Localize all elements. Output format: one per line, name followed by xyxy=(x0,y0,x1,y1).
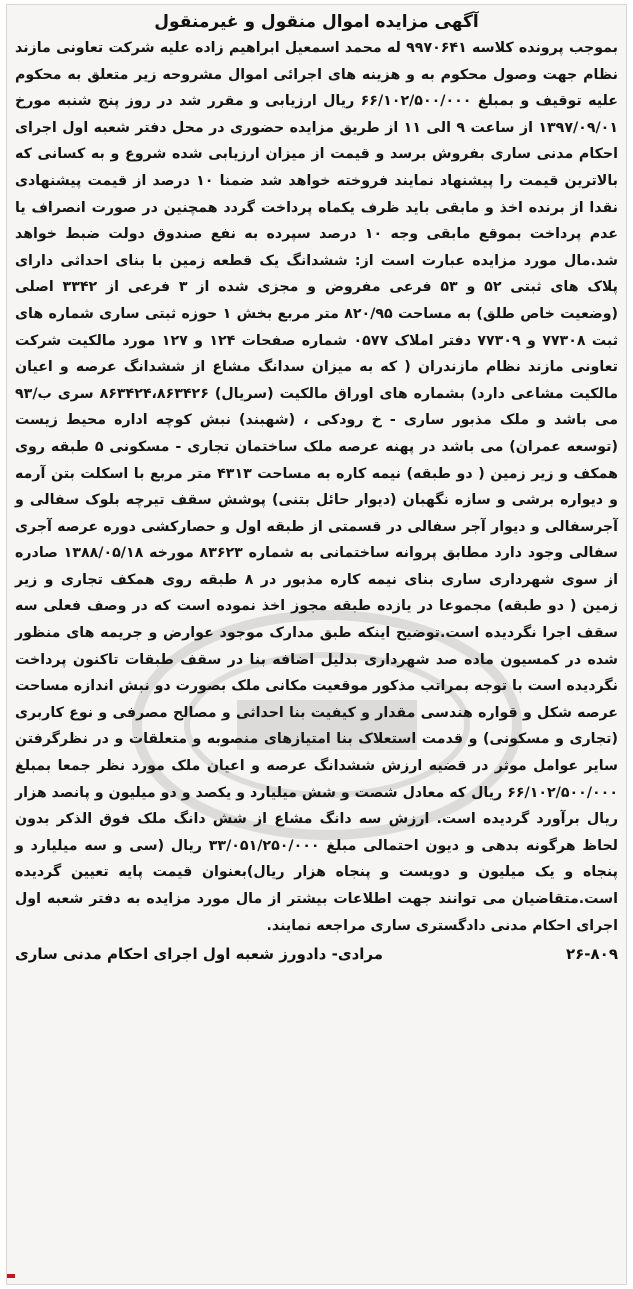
notice-title: آگهی مزایده اموال منقول و غیرمنقول xyxy=(154,12,479,32)
newspaper-clipping xyxy=(6,4,627,1285)
edge-mark xyxy=(7,1274,15,1278)
notice-signature: مرادی- دادورز شعبه اول اجرای احکام مدنی ساری xyxy=(15,945,384,964)
notice-footer xyxy=(15,943,618,965)
notice-code: ۲۶-۸۰۹ xyxy=(565,945,618,964)
notice-body: بموجب پرونده کلاسه ۹۹۷۰۶۴۱ له محمد اسمعیل ابراهیم زاده علیه شرکت تعاونی مازند نظام جهت وصول محکوم به و هزینه های اجرائی اموال مشروحه زیر متعلق به محکوم علیه توقیف و بمبلغ ۶۶/۱۰۲/۵۰۰/۰۰۰ ریال ارزیابی و مقرر شد در روز پنج شنبه مورخ ۱۳۹۷/۰۹/۰۱ از ساعت ۹ الی ۱۱ از طریق مزایده حضوری در محل دفتر شعبه اول اجرای احکام مدنی ساری بفروش برسد و قیمت از میزان ارزیابی شده شروع و به کسانی که بالاترین قیمت را پیشنهاد نمایند فروخته خواهد شد ضمنا ۱۰ درصد از قیمت پیشنهادی نقدا از برنده اخذ و مابقی باید ظرف یکماه پرداخت گردد همچنین در صورت انصراف یا عدم پرداخت بموقع مابقی وجه ۱۰ درصد سپرده به نفع صندوق دولت ضبط خواهد شد.مال مورد مزایده عبارت است از: ششدانگ یک قطعه زمین با بنای احداثی دارای پلاک های ثبتی ۵۲ و ۵۳ فرعی مفروض و مجزی شده از ۳ فرعی از ۳۳۴۲ اصلی (وضعیت خاص طلق) به مساحت ۸۲۰/۹۵ متر مربع بخش ۱ حوزه ثبتی ساری شماره های ثبت ۷۷۳۰۸ و ۷۷۳۰۹ دفتر املاک ۰۵۷۷ شماره صفحات ۱۲۴ و ۱۲۷ مورد مالکیت شرکت تعاونی مازند نظام مازندران ( که به میزان سدانگ مشاع از ششدانگ عرصه و اعیان مالکیت مشاعی دارد) بشماره های اوراق مالکیت (سریال) ۸۶۳۴۲۴،۸۶۳۴۲۶ سری ب/۹۳ می باشد و ملک مذبور ساری - خ رودکی ، (شهبند) نبش کوچه اداره محیط زیست (توسعه عمران) می باشد در پهنه عرصه ملک ساختمان تجاری - مسکونی ۵ طبقه روی همکف و زیر زمین ( دو طبقه) نیمه کاره به مساحت ۴۳۱۳ متر مربع با اسکلت بتن آرمه و دیواره برشی و سازه نگهبان (دیوار حائل بتنی) پوشش سقف تیرچه بلوک سفالی و آجرسفالی و دیوار آجر سفالی در قسمتی از طبقه اول و حصارکشی دوره عرصه آجری سفالی وجود دارد مطابق پروانه ساختمانی به شماره ۸۳۶۲۳ مورخه ۱۳۸۸/۰۵/۱۸ صادره از سوی شهرداری ساری بنای نیمه کاره مذبور در ۸ طبقه روی همکف تجاری و زیر زمین ( دو طبقه) مجموعا در یازده طبقه مجوز اخذ نموده است که در وصف فعلی سه سقف اجرا نگردیده است.توضیح اینکه طبق مدارک موجود عوارض و جریمه های منظور شده در کمسیون ماده صد شهرداری بدلیل اضافه بنا در سقف طبقات تاکنون پرداخت نگردیده است با توجه بمراتب مذکور موقعیت مکانی ملک بصورت دو نبش اندازه مساحت عرصه شکل و قواره هندسی مقدار و کیفیت بنا احداثی و مصالح مصرفی و نوع کاربری (تجاری و مسکونی) و قدمت استعلاک بنا امتیازهای منصوبه و متعلقات و در نظرگرفتن سایر عوامل موثر در قضیه ارزش ششدانگ عرصه و اعیان ملک مورد نظر جمعا بمبلغ ۶۶/۱۰۲/۵۰۰/۰۰۰ ریال که معادل شصت و شش میلیارد و یکصد و دو میلیون و پانصد هزار ریال برآورد گردیده است. ارزش سه دانگ مشاع از شش دانگ ملک فوق الذکر بدون لحاظ هرگونه بدهی و دیون احتمالی مبلغ ۳۳/۰۵۱/۲۵۰/۰۰۰ ریال (سی و سه میلیارد و پنجاه و یک میلیون و دویست و پنجاه هزار ریال)بعنوان قیمت پایه تعیین گردیده است.متقاضیان می توانند جهت اطلاعات بیشتر از مال مورد مزایده به دفتر شعبه اول اجرای احکام مدنی دادگستری ساری مراجعه نمایند. xyxy=(15,40,619,934)
